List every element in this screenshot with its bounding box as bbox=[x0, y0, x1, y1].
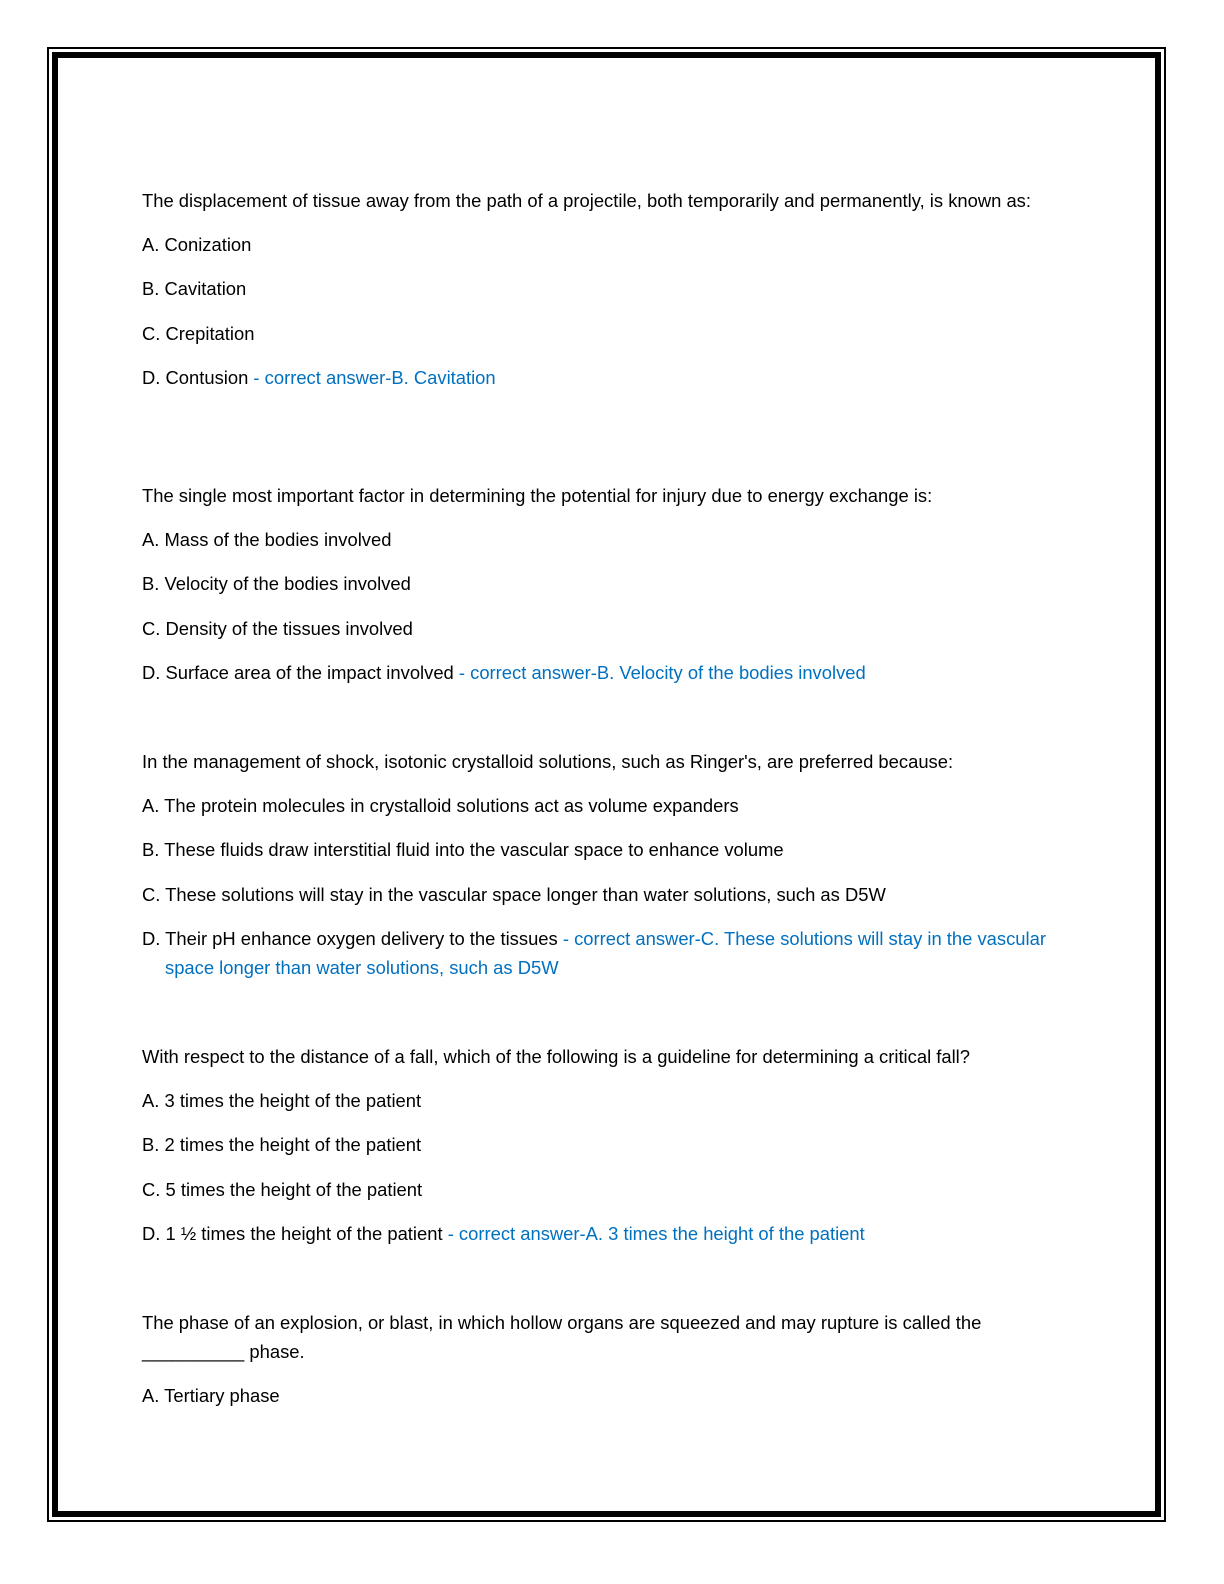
option-b: B. These fluids draw interstitial fluid into the vascular space to enhance volume bbox=[142, 839, 784, 861]
option-d bbox=[142, 658, 1067, 702]
question-1 bbox=[142, 186, 1067, 407]
question-text: In the management of shock, isotonic crystalloid solutions, such as Ringer's, are preferred because: bbox=[142, 751, 954, 772]
option-c: C. Crepitation bbox=[142, 322, 255, 344]
option-d bbox=[142, 1219, 1067, 1263]
option-c: C. Density of the tissues involved bbox=[142, 617, 413, 639]
option-c: C. These solutions will stay in the vascular space longer than water solutions, such as D5W bbox=[142, 883, 886, 905]
question-text: With respect to the distance of a fall, which of the following is a guideline for determining a critical fall? bbox=[142, 1046, 971, 1067]
option-d-text: D. Surface area of the impact involved bbox=[142, 661, 454, 683]
option-d-text: D. Contusion bbox=[142, 366, 249, 388]
option-b: B. Velocity of the bodies involved bbox=[142, 573, 411, 595]
option-b: B. 2 times the height of the patient bbox=[142, 1134, 422, 1156]
option-b: B. Cavitation bbox=[142, 278, 247, 300]
option-a: A. Tertiary phase bbox=[142, 1385, 280, 1406]
question-text: The phase of an explosion, or blast, in which hollow organs are squeezed and may rupture is called the __________ phase. bbox=[142, 1312, 982, 1362]
option-c: C. 5 times the height of the patient bbox=[142, 1178, 423, 1200]
option-d bbox=[142, 924, 1065, 982]
correct-answer: - correct answer-B. Velocity of the bodies involved bbox=[453, 661, 866, 683]
correct-answer: - correct answer-A. 3 times the height of the patient bbox=[442, 1222, 865, 1244]
question-text: The single most important factor in determining the potential for injury due to energy exchange is: bbox=[142, 485, 933, 506]
question-4 bbox=[142, 1042, 1067, 1263]
option-a: A. 3 times the height of the patient bbox=[142, 1090, 422, 1111]
question-text: The displacement of tissue away from the path of a projectile, both temporarily and permanently, is known as: bbox=[142, 190, 1031, 211]
question-3 bbox=[142, 747, 1067, 982]
option-d bbox=[142, 363, 1067, 407]
option-a: A. Conization bbox=[142, 234, 252, 255]
correct-answer: - correct answer-C. These solutions will stay in the vascular space longer than water solutions, such as D5W bbox=[165, 927, 1046, 978]
question-2 bbox=[142, 481, 1067, 702]
option-a: A. Mass of the bodies involved bbox=[142, 529, 392, 550]
option-a: A. The protein molecules in crystalloid solutions act as volume expanders bbox=[142, 795, 739, 816]
option-d-text: D. Their pH enhance oxygen delivery to the tissues bbox=[142, 927, 558, 949]
option-d-text: D. 1 ½ times the height of the patient bbox=[142, 1222, 443, 1244]
correct-answer: - correct answer-B. Cavitation bbox=[248, 366, 496, 388]
question-5 bbox=[142, 1308, 1067, 1425]
